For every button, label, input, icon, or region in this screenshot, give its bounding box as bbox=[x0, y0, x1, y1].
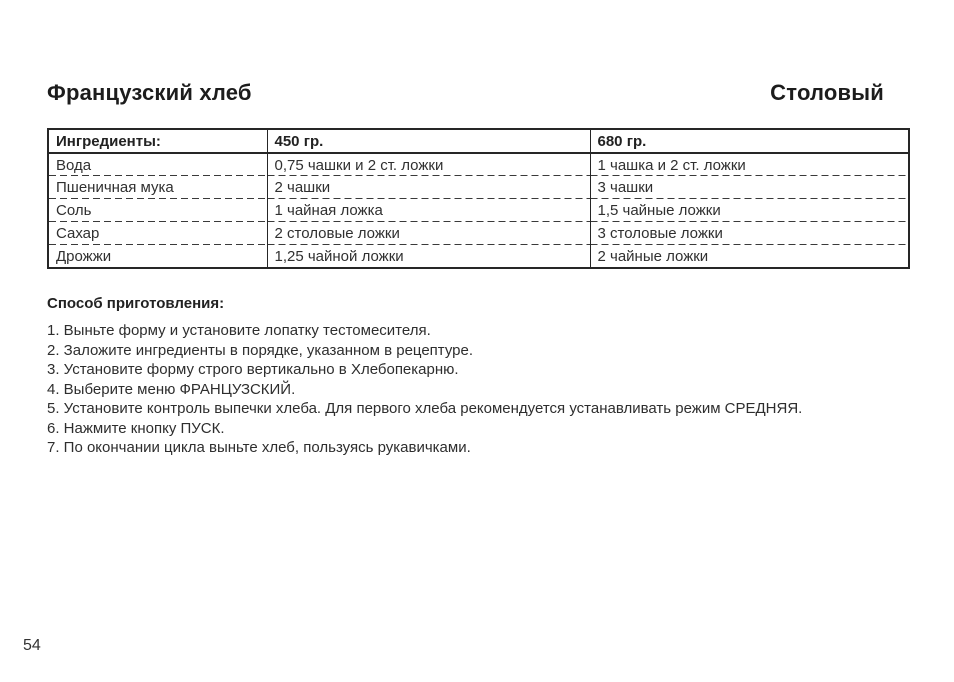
amount-680g: 1,5 чайные ложки bbox=[590, 199, 909, 222]
column-header-ingredients: Ингредиенты: bbox=[48, 129, 267, 153]
column-header-450g: 450 гр. bbox=[267, 129, 590, 153]
ingredient-name: Вода bbox=[48, 153, 267, 176]
method-step-3: 3. Установите форму строго вертикально в Хлебопекарню. bbox=[47, 361, 459, 378]
method-step-6: 6. Нажмите кнопку ПУСК. bbox=[47, 419, 225, 437]
method-step-4: 4. Выберите меню ФРАНЦУЗСКИЙ. bbox=[47, 380, 296, 398]
ingredient-name: Сахар bbox=[48, 222, 267, 245]
column-header-680g: 680 гр. bbox=[590, 129, 909, 153]
amount-450g: 2 столовые ложки bbox=[267, 222, 590, 245]
table-row bbox=[48, 199, 909, 222]
method-step-2: 2. Заложите ингредиенты в порядке, указанном в рецептуре. bbox=[47, 341, 474, 359]
table-row bbox=[48, 222, 909, 245]
ingredient-name: Соль bbox=[48, 199, 267, 222]
amount-680g: 3 столовые ложки bbox=[590, 222, 909, 245]
method-step-1: 1. Выньте форму и установите лопатку тестомесителя. bbox=[47, 322, 431, 339]
table-row bbox=[48, 245, 909, 268]
table-header-row bbox=[48, 129, 909, 153]
method-heading: Способ приготовления: bbox=[47, 295, 225, 312]
amount-450g: 1 чайная ложка bbox=[267, 199, 590, 222]
method-step-5: 5. Установите контроль выпечки хлеба. Для первого хлеба рекомендуется устанавливать режим СРЕДНЯЯ. bbox=[47, 400, 803, 417]
recipe-category-title: Столовый bbox=[770, 80, 884, 105]
amount-450g: 0,75 чашки и 2 ст. ложки bbox=[267, 153, 590, 176]
recipe-title: Французский хлеб bbox=[47, 80, 252, 105]
amount-450g: 2 чашки bbox=[267, 176, 590, 199]
amount-450g: 1,25 чайной ложки bbox=[267, 245, 590, 268]
amount-680g: 1 чашка и 2 ст. ложки bbox=[590, 153, 909, 176]
page-number: 54 bbox=[23, 637, 41, 654]
method-step-7: 7. По окончании цикла выньте хлеб, пользуясь рукавичками. bbox=[47, 439, 471, 456]
amount-680g: 2 чайные ложки bbox=[597, 247, 709, 265]
ingredients-table bbox=[47, 128, 910, 269]
page-header bbox=[47, 80, 884, 106]
ingredient-name: Пшеничная мука bbox=[48, 176, 267, 199]
table-row bbox=[48, 153, 909, 176]
amount-680g: 3 чашки bbox=[590, 176, 909, 199]
method-steps bbox=[47, 321, 917, 458]
ingredient-name: Дрожжи bbox=[48, 245, 267, 268]
table-row bbox=[48, 176, 909, 199]
